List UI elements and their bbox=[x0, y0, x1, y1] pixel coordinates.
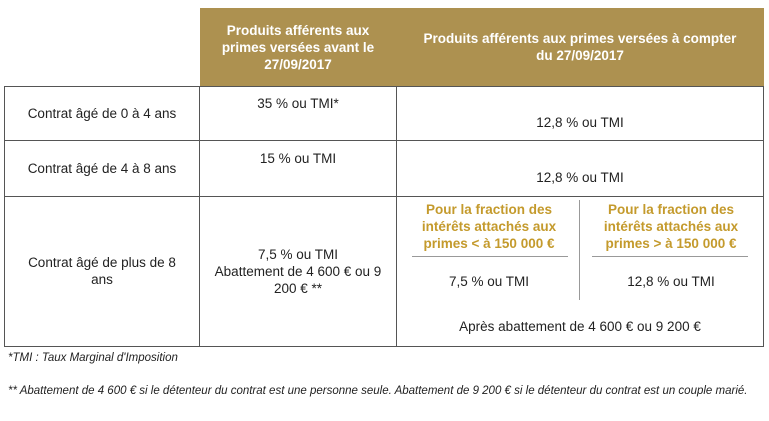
border-row-1 bbox=[4, 140, 764, 141]
footnote-tmi: *TMI : Taux Marginal d'Imposition bbox=[8, 352, 178, 364]
header-after-2017: Produits afférents aux primes versées à compter du 27/09/2017 bbox=[396, 8, 764, 86]
border-col1 bbox=[199, 86, 200, 346]
row-value-after-4-8: 12,8 % ou TMI bbox=[536, 170, 624, 185]
rate-below-150000: 7,5 % ou TMI bbox=[448, 273, 530, 289]
border-right bbox=[763, 86, 764, 346]
rate-before-over-8: 7,5 % ou TMI bbox=[257, 246, 339, 262]
subheader-below-150000: Pour la fraction des intérêts attachés aux primes < à 150 000 € bbox=[421, 201, 557, 251]
border-sub-low-bottom bbox=[412, 256, 568, 257]
border-row-top bbox=[4, 86, 764, 87]
border-col2 bbox=[396, 86, 397, 346]
rate-above-150000: 12,8 % ou TMI bbox=[627, 273, 715, 289]
border-bottom bbox=[4, 346, 764, 347]
row-value-before-4-8: 15 % ou TMI bbox=[259, 151, 337, 166]
border-sub-divider bbox=[579, 200, 580, 300]
row-value-before-over-8 bbox=[200, 196, 396, 346]
header-before-2017: Produits afférents aux primes versées avant le 27/09/2017 bbox=[200, 8, 396, 86]
abattement-after-common: Après abattement de 4 600 € ou 9 200 € bbox=[459, 318, 701, 334]
border-sub-high-bottom bbox=[592, 256, 748, 257]
row-label-over-8: Contrat âgé de plus de 8 ans bbox=[28, 255, 176, 287]
footnote-abattement: ** Abattement de 4 600 € si le détenteur du contrat est une personne seule. Abattement de 9 200 € si le détenteur du contrat est un couple marié. bbox=[8, 385, 748, 397]
border-left bbox=[4, 86, 5, 346]
abattement-before-over-8: Abattement de 4 600 € ou 9 200 € ** bbox=[214, 263, 382, 296]
border-row-2 bbox=[4, 196, 764, 197]
row-value-before-0-4: 35 % ou TMI* bbox=[257, 96, 339, 111]
row-label-0-4: Contrat âgé de 0 à 4 ans bbox=[27, 105, 177, 121]
row-label-4-8: Contrat âgé de 4 à 8 ans bbox=[27, 160, 177, 176]
row-value-after-0-4: 12,8 % ou TMI bbox=[536, 115, 624, 130]
subheader-above-150000: Pour la fraction des intérêts attachés aux primes > à 150 000 € bbox=[603, 201, 739, 251]
